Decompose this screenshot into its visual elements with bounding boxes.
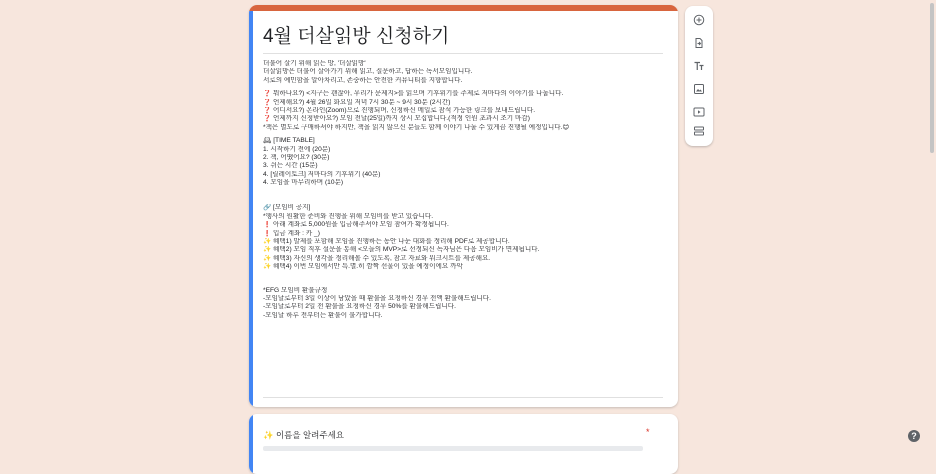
form-description[interactable]: [263, 60, 668, 320]
description-line: 🔗 [모임비 공지]: [263, 204, 311, 212]
description-line: ❓ 어디서요?) 온라인(Zoom)으로 진행되며, 신청하신 메일로 참석 가능한 링크를 보내드립니다.: [263, 106, 536, 114]
description-line: 2. 책, 어땠어요? (30분): [263, 153, 330, 161]
description-line: 🕰 [TIME TABLE]: [263, 137, 315, 145]
description-line: *행사의 원활한 준비와 진행을 위해 모임비를 받고 있습니다.: [263, 212, 434, 220]
side-toolbar: [685, 6, 713, 146]
help-button[interactable]: ?: [908, 430, 920, 442]
description-line: ❓ 뭐하나요?) <지구는 괜찮아, 우리가 문제지>를 읽으며 기후위기를 주제로 저마다의 이야기를 나눕니다.: [263, 90, 564, 98]
video-icon: [693, 106, 705, 118]
description-spacer: [263, 187, 668, 204]
description-line: ❗ 아래 계좌로 5,000원을 입금해주셔야 모임 참여가 확정됩니다.: [263, 221, 449, 229]
description-line: 4. 모임을 마무리하며 (10분): [263, 179, 344, 187]
description-line: ❗ 입금 계좌 : 카 _): [263, 229, 320, 237]
description-line: *EFG 모임비 환불규정: [263, 286, 328, 294]
scrollbar-thumb[interactable]: [930, 3, 934, 153]
description-spacer: [263, 272, 668, 287]
question-card-name[interactable]: [249, 414, 678, 474]
section-icon: [693, 125, 705, 137]
description-line: ❓ 언제해요?) 4월 26일 화요일 저녁 7시 30분 ~ 9시 30분 (2시간): [263, 98, 451, 106]
description-line: 4. [릴레이토크] 저마다의 기후위기 (40분): [263, 170, 381, 178]
description-line: 더불어 살기 위해 읽는 방, '더살읽방': [263, 60, 366, 67]
focus-indicator: [249, 414, 253, 474]
description-line: -모임날 하루 전부터는 환불이 불가합니다.: [263, 311, 383, 319]
description-line: ✨ 혜택2) 모임 직후 설문을 통해 <오늘의 MVP>로 선정되신 독자님은 다음 모임비가 면제됩니다.: [263, 246, 540, 254]
image-icon: [693, 83, 705, 95]
description-line: ✨ 혜택3) 자신의 생각을 정리해볼 수 있도록, 참고 자료와 워크시트를 제공해요.: [263, 254, 491, 262]
description-line: ❓ 언제까지 신청받아요?) 모임 전날(25일)까지 상시 모집합니다.(적정 인원 초과시 조기 마감): [263, 115, 530, 123]
form-title[interactable]: 4월 더살읽방 신청하기: [263, 26, 450, 47]
description-line: *책은 별도로 구매하셔야 하지만, 책을 읽지 않으신 분들도 함께 이야기 나눌 수 있게끔 진행될 예정입니다.😊: [263, 123, 570, 131]
plus-circle-icon: [693, 14, 705, 26]
description-line: 서로의 예민함을 알아차리고, 존중하는 안전한 커뮤니티를 지향합니다.: [263, 76, 463, 84]
question-title: ✨ 이름을 알려주세요: [263, 430, 344, 440]
description-line: 더살읽방은 더불어 살아가기 위해 읽고, 질문하고, 답하는 독서모임입니다.: [263, 68, 473, 76]
add-section-button[interactable]: [685, 120, 713, 142]
description-line: 1. 시작하기 전에 (20분): [263, 145, 331, 153]
title-icon: [693, 60, 705, 72]
theme-color-bar: [249, 5, 678, 11]
add-question-button[interactable]: [685, 9, 713, 31]
description-line: ✨ 혜택1) 발제를 포함해 모임을 진행하는 동안 나눈 대화를 정리해 PDF로 제공합니다.: [263, 238, 510, 246]
import-questions-button[interactable]: [685, 32, 713, 54]
import-icon: [693, 37, 705, 49]
description-underline: [263, 397, 663, 398]
add-image-button[interactable]: [685, 78, 713, 100]
required-mark: *: [646, 427, 650, 437]
description-line: ✨ 혜택4) 이번 모임에서만 특.별.히 깜짝 선물이 있을 예정이에요 까악: [263, 263, 463, 271]
description-line: -모임날로부터 2일 전 환불을 요청하신 경우 50%를 환불해드립니다.: [263, 303, 456, 311]
focus-indicator: [249, 11, 253, 407]
form-header-card[interactable]: [249, 5, 678, 407]
description-line: 3. 쉬는 시간 (15분): [263, 162, 318, 170]
description-line: -모임날로부터 3일 이상이 남았을 때 환불을 요청하신 경우 전액 환불해드립니다.: [263, 294, 492, 302]
title-underline: [263, 53, 663, 54]
add-title-button[interactable]: [685, 55, 713, 77]
